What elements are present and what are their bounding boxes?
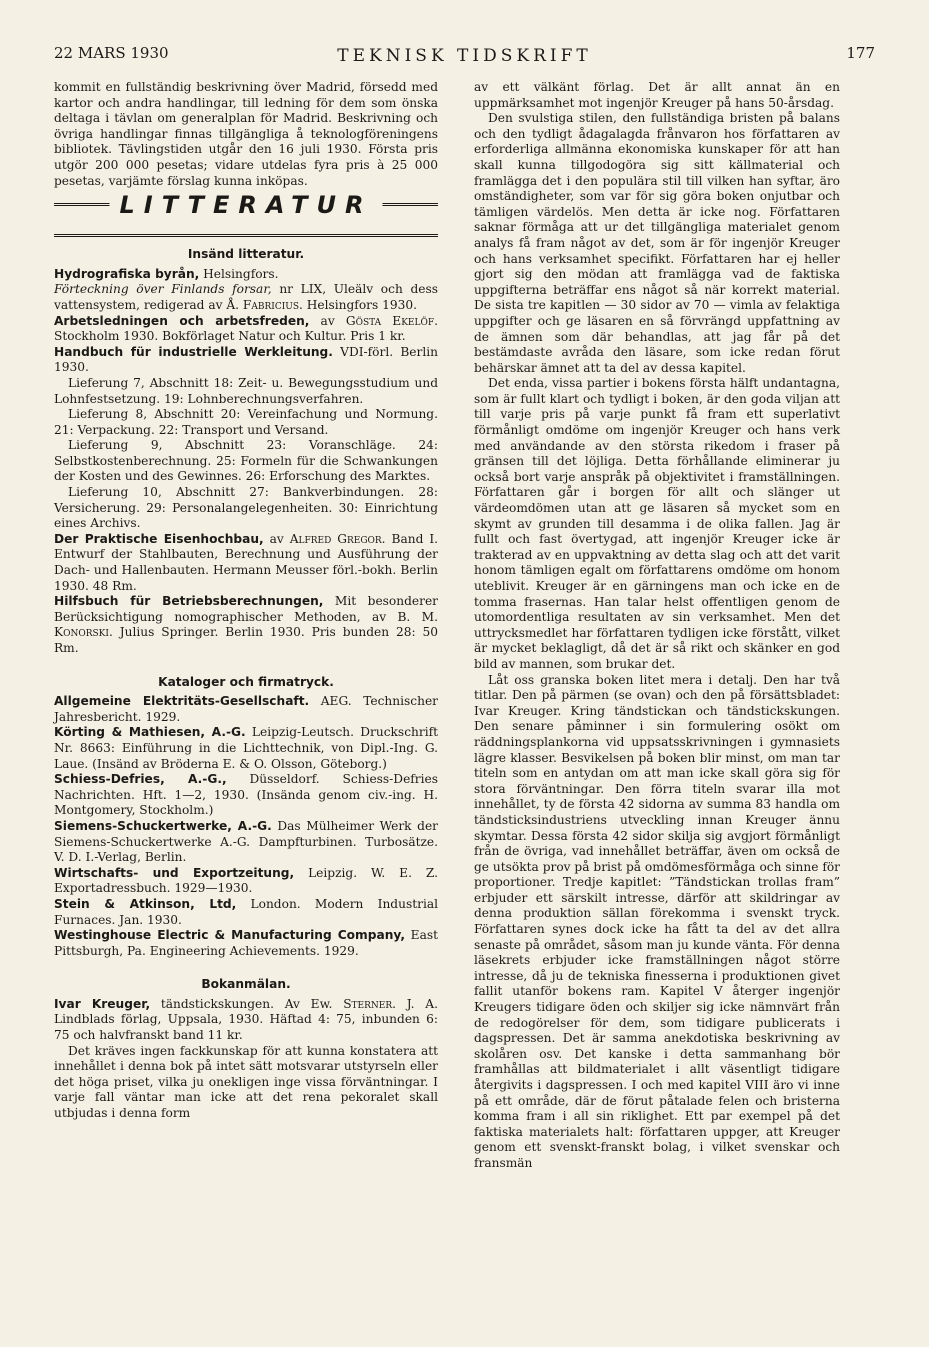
entry-text: tändstickskungen. Av Ew.: [150, 996, 344, 1011]
review-paragraph: Det enda, vissa partier i bokens första hälft undantagna, som är fullt klart och tydligt i boken, är den goda viljan att till varje pris på varje punkt få fram ett superlativt förmånligt omdöme om ingenjör Kreuger och hans verk med användande av den största rikedom i fraser på gränsen till det löjliga. Detta förhållande eliminerar ju också bort varje anspråk på objektivitet i framställningen. Författaren går i borgen för allt och slänger ut värdeomdömen utan att ge läsaren så mycket som en skymt av grunden till desamma i de olika fallen. Jag är fullt och fast övertygad, att ingenjör Kreuger icke är trakterad av en uppvaktning av detta slag och att det varit honom tämligen egalt om författarens omdöme om honom uteblivit. Kreuger är en gärningens man och icke en de tomma frasernas. Han talar helst offentligen genom de utomordentliga resultaten av sin verksamhet. Men det uttrycksmedlet har författaren tydligen icke förstått, vilket är mycket beklagligt, då det är så rikt och skänker en god bild av mannen, som brukar det.: [474, 376, 840, 671]
entry-text: Mit besonderer Berücksichtigung nomographischer Methoden, av B. M.: [54, 594, 438, 624]
page-number: 177: [846, 44, 875, 62]
entry-title: Hydrografiska byrån,: [54, 266, 200, 281]
entry-text: London. Modern Industrial Furnaces. Jan. 1930.: [54, 896, 439, 927]
author-name: Gösta Ekelöf: [345, 313, 435, 328]
entry-text: nr LIX, Uleälv och dess vattensystem, redigerad av Å.: [54, 282, 438, 312]
catalog-entry: [54, 928, 438, 959]
entry-text: av: [263, 531, 290, 546]
entry-text: Düsseldorf. Schiess-Defries Nachrichten. Hft. 1—2, 1930. (Insända genom civ.-ing. H. Montgomery, Stockholm.): [54, 772, 438, 818]
left-column: [54, 80, 438, 1122]
lit-entry: [54, 532, 438, 594]
entry-text: Leipzig-Leutsch. Druckschrift Nr. 8663: Einführung in die Lichttechnik, von Dipl.-Ing. G. Laue. (Insänd av Bröderna E. & O. Olsson, Göteborg.): [54, 725, 438, 771]
entry-line: Lieferung 7, Abschnitt 18: Zeit- u. Bewegungsstudium und Lohnfestsetzung. 19: Lohnberechnungsverfahren.: [54, 375, 438, 406]
entry-text: . Helsingfors 1930.: [299, 297, 417, 312]
lit-entry: [54, 594, 438, 656]
author-name: Sterner: [343, 996, 393, 1011]
entry-text: VDI-förl. Berlin 1930.: [54, 344, 438, 375]
catalog-entry: [54, 866, 438, 897]
entry-title: Schiess-Defries, A.-G.,: [54, 772, 227, 787]
right-column: [474, 80, 840, 1172]
review-paragraph: Låt oss granska boken litet mera i detalj. Den har två titlar. Den på pärmen (se ovan) och den på försättsbladet: Ivar Kreuger. Kring tändstickan och tändstickskungen. Den senare påminner i sin formulering osökt om räddningsplankorna vid uppsatsskrivningen i gymnasiets lägre klasser. Besvikelsen på boken blir minst, om man tar titeln som en antydan om att man icke skall göra sig för stora förväntningar. Den förra titeln svarar illa mot innehållet, ty de första 42 sidorna av summa 83 handla om tändsticksindustriens utveckling innan Kreuger ännu skymtar. Dessa första 42 sidor skilja sig avgjort förmånligt från de övriga, vad innehållet beträffar, även om också de ge utsökta prov på brist på omdömesförmåga och sinne för proportioner. Tredje kapitlet: ”Tändstickan trollas fram” erbjuder ett särskilt intresse, därför att skildringar av denna produktion sällan förekomma i svenskt tryck. Författaren synes dock icke ha fått ta del av det allra senaste på området, såsom man ju kunde vänta. För denna läsekrets erbjuder icke framställningen något större intresse, då ju de tekniska finesserna i produktionen givet fallit utanför bokens ram. Kapitel V återger ingenjör Kreugers tidigare öden och skiljer sig icke nämnvärt från de redogörelser för dem, som tidigare publicerats i dagspressen. Det är samma anekdotiska beskrivning av skolåren osv. Det kanske i detta sammanhang bör framhållas att bildmaterialet i allt väsentligt tidigare återgivits i dagspressen. I och med kapitel VIII äro vi inne på ett område, där de förut påtalade felen och bristerna komma fram i all sin riklighet. Ett par exempel på det faktiska materialets halt: författaren uppger, att Kreuger genom ett svenskt-franskt bolag, i vilket svenskar och fransmän: [474, 672, 840, 1170]
lit-entry: [54, 267, 438, 314]
subheading-bokanmalan: Bokanmälan.: [201, 977, 291, 992]
entry-text: . Julius Springer. Berlin 1930. Pris bunden 28: 50 Rm.: [54, 625, 438, 655]
entry-title: Wirtschafts- und Exportzeitung,: [54, 865, 295, 880]
entry-title: Allgemeine Elektritäts-Gesellschaft.: [54, 694, 310, 709]
entry-line: Lieferung 8, Abschnitt 20: Vereinfachung und Normung. 21: Verpackung. 22: Transport und Versand.: [54, 407, 438, 437]
review-paragraph: av ett välkänt förlag. Det är allt annat än en uppmärksamhet mot ingenjör Kreuger på hans 50-årsdag.: [474, 80, 840, 110]
intro-paragraph: kommit en fullständig beskrivning över Madrid, försedd med kartor och andra handlingar, till ledning för dem som önska deltaga i tävlan om generalplan för Madrid. Beskrivning och övriga handlingar finnas tillgängliga å teknologföreningens bibliotek. Tävlingstiden utgår den 16 juli 1930. Första pris utgör 200 000 pesetas; vidare utdelas fyra pris à 25 000 pesetas, varjämte förslag kunna inköpas.: [54, 80, 438, 188]
entry-title: Siemens-Schuckertwerke, A.-G.: [54, 818, 272, 833]
catalog-entry: [54, 819, 438, 866]
journal-title: TEKNISK TIDSKRIFT: [337, 46, 592, 66]
entry-title: Stein & Atkinson, Ltd,: [54, 896, 237, 911]
entry-title: Ivar Kreuger,: [54, 996, 151, 1011]
entry-text: Das Mülheimer Werk der Siemens-Schuckertwerke A.-G. Dampfturbinen. Turbosätze. V. D. I.-Verlag, Berlin.: [54, 818, 438, 865]
catalog-entry: [54, 725, 438, 772]
author-name: Konorski: [54, 625, 109, 640]
entry-title: Handbuch für industrielle Werkleitung.: [54, 344, 333, 359]
entry-title: Der Praktische Eisenhochbau,: [54, 531, 264, 546]
entry-text: East Pittsburgh, Pa. Engineering Achievements. 1929.: [54, 928, 438, 958]
page-header: [54, 44, 875, 70]
entry-line: Lieferung 9, Abschnitt 23: Voranschläge. 24: Selbstkostenberechnung. 25: Formeln für die Schwankungen der Kosten und des Gewinnes. 26: Erforschung des Marktes.: [54, 438, 438, 484]
catalog-entry: [54, 772, 438, 819]
entry-text: Helsingfors.: [199, 266, 279, 281]
entry-text: . J. A. Lindblads förlag, Uppsala, 1930. Häftad 4: 75, inbunden 6: 75 och halvfranskt band 11 kr.: [54, 996, 438, 1043]
entry-title: Arbetsledningen och arbetsfreden,: [54, 313, 310, 328]
issue-date: 22 MARS 1930: [54, 44, 169, 62]
entry-line: Lieferung 10, Abschnitt 27: Bankverbindungen. 28: Versicherung. 29: Personalangelegenheiten. 30: Einrichtung eines Archivs.: [54, 485, 438, 531]
entry-title: Westinghouse Electric & Manufacturing Company,: [54, 928, 406, 943]
review-entry: [54, 997, 438, 1044]
entry-text: . Stockholm 1930. Bokförlaget Natur och Kultur. Pris 1 kr.: [54, 313, 438, 344]
catalog-entry: [54, 897, 438, 928]
entry-title: Hilfsbuch für Betriebsberechnungen,: [54, 594, 324, 609]
lit-entry: [54, 345, 438, 532]
catalog-entry: [54, 694, 438, 725]
author-name: Fabricius: [242, 297, 300, 312]
review-paragraph: Den svulstiga stilen, den fullständiga bristen på balans och den tydligt ådagalagda frånvaron hos författaren av erforderliga allmänna ekonomiska kunskaper för att han skall kunna tillgodogöra sig sitt källmaterial och framlägga det i den populära stil till vilken han syftar, äro omständigheter, som var för sig göra boken onjutbar och tämligen värdelös. Men detta är icke nog. Författaren saknar förmåga att ur det tillgängliga materialet genom analys få fram något av det, som är för ingenjör Kreuger och hans verksamhet specifikt. Författaren har ej heller gjort sig den mödan att framlägga vad de faktiska uppgifterna beträffar ens något så när korrekt material. De sista tre kapitlen — 30 sidor av 70 — vimla av felaktiga uppgifter och ge läsaren en så förvrängd uppfattning av de ämnen som där behandlas, att jag får på det bestämdaste avråda den läsare, som icke redan förut behärskar ämnet att ta del av dessa kapitel.: [474, 111, 840, 375]
entry-text: Leipzig. W. E. Z. Exportadressbuch. 1929—1930.: [54, 865, 439, 896]
entry-text: AEG. Technischer Jahresbericht. 1929.: [54, 694, 438, 724]
entry-text: av: [309, 313, 346, 328]
review-paragraph: Det kräves ingen fackkunskap för att kunna konstatera att innehållet i denna bok på intet sätt motsvarar utstyrseln eller det höga priset, vilka ju onekligen inge vissa förväntningar. I varje fall väntar man icke att det rena pekoralet skall utbjudas i denna form: [54, 1043, 438, 1121]
entry-text: . Band I. Entwurf der Stahlbauten, Berechnung und Ausführung der Dach- und Hallenbauten. Hermann Meusser förl.-bokh. Berlin 1930. 48 Rm.: [54, 531, 439, 593]
author-name: Alfred Gregor: [289, 531, 382, 546]
section-banner: [54, 191, 438, 237]
section-title: LITTERATUR: [109, 198, 382, 214]
entry-italic: Förteckning över Finlands forsar,: [54, 282, 272, 297]
entry-title: Körting & Mathiesen, A.-G.: [54, 725, 246, 740]
subheading-insand: Insänd litteratur.: [187, 247, 305, 262]
lit-entry: [54, 314, 438, 345]
subheading-kataloger: Kataloger och firmatryck.: [158, 674, 334, 689]
